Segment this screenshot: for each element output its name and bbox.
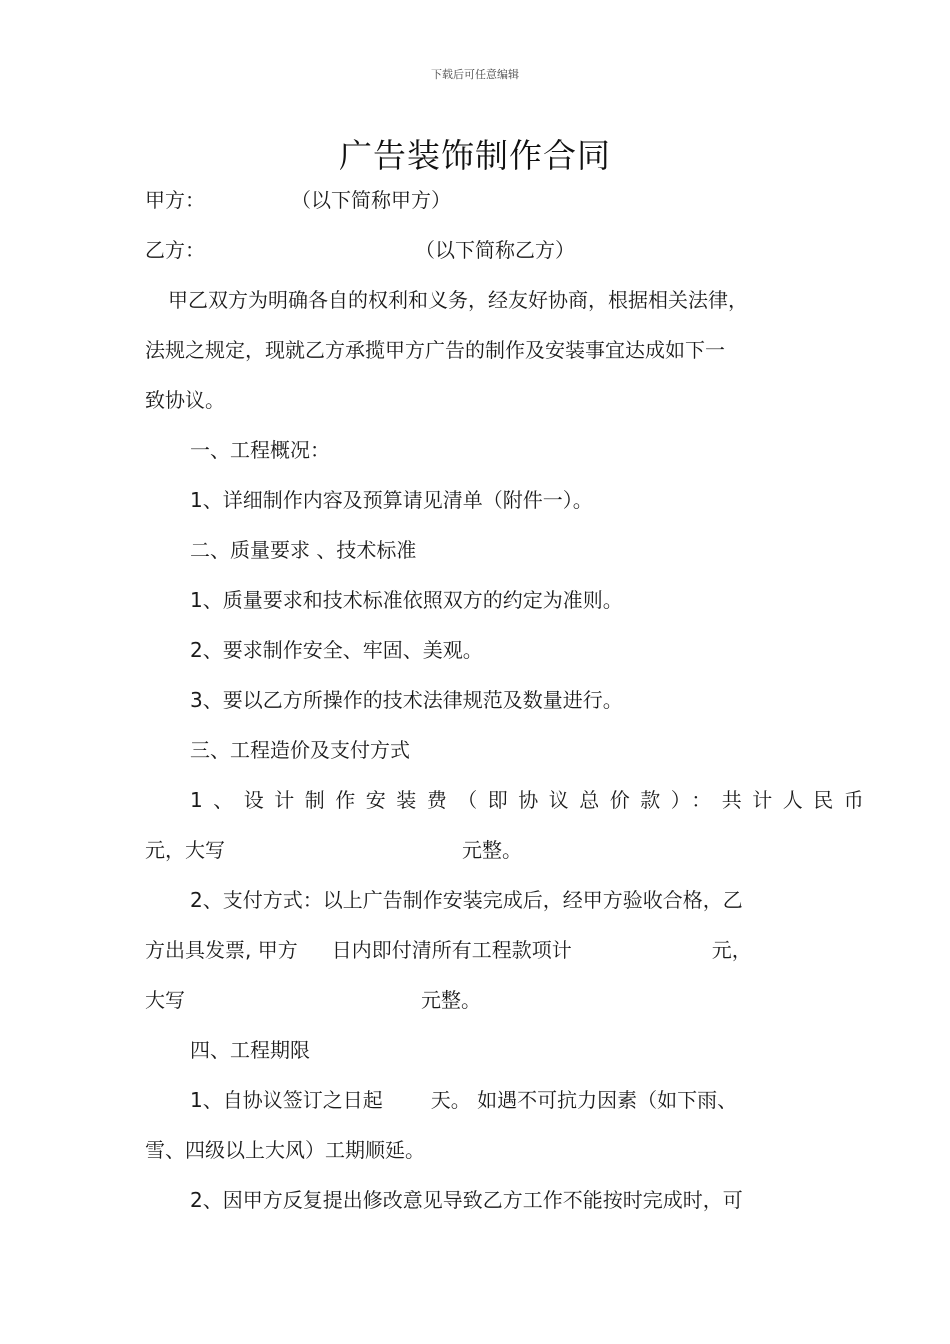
party-a-line — [145, 186, 451, 214]
section-4-item-1-line-1 — [190, 1086, 737, 1114]
section-4-heading: 四、工程期限 — [190, 1038, 310, 1062]
party-b-suffix: （以下简称乙方） — [415, 238, 575, 262]
payment-days-text: 日内即付清所有工程款项计 — [331, 938, 572, 962]
section-1-item-1: 1、详细制作内容及预算请见清单（附件一）。 — [190, 488, 593, 512]
section-3-item-2-line-3 — [145, 986, 481, 1014]
amount-words-suffix: 元整。 — [462, 838, 522, 862]
party-b-label: 乙方： — [145, 238, 205, 262]
preamble-line-1: 甲乙双方为明确各自的权利和义务，经友好协商，根据相关法律， — [168, 288, 748, 312]
party-a-label: 甲方： — [145, 188, 205, 212]
section-3-item-1-line-2 — [145, 836, 522, 864]
preamble-line-3: 致协议。 — [145, 388, 225, 412]
words-suffix: 元整。 — [421, 988, 481, 1012]
section-3-item-2-line-1: 2、支付方式：以上广告制作安装完成后，经甲方验收合格，乙 — [190, 888, 743, 912]
header-note: 下载后可任意编辑 — [431, 68, 519, 81]
section-3-item-1-line-1: 1、设计制作安装费（即协议总价款）：共计人民币 — [190, 788, 875, 812]
party-b-line — [145, 236, 575, 264]
invoice-text: 方出具发票, 甲方 — [145, 938, 298, 962]
section-2-heading: 二、质量要求 、技术标准 — [190, 538, 417, 562]
document-title: 广告装饰制作合同 — [339, 136, 611, 175]
preamble-line-2: 法规之规定，现就乙方承揽甲方广告的制作及安装事宜达成如下一 — [145, 338, 725, 362]
party-a-suffix: （以下简称甲方） — [291, 188, 451, 212]
duration-days-text: 天。 如遇不可抗力因素（如下雨、 — [430, 1088, 738, 1112]
words-label: 大写 — [145, 988, 185, 1012]
section-3-item-2-line-2 — [145, 936, 752, 964]
section-4-item-1-line-2: 雪、四级以上大风）工期顺延。 — [145, 1138, 425, 1162]
section-2-item-2: 2、要求制作安全、牢固、美观。 — [190, 638, 483, 662]
section-2-item-1: 1、质量要求和技术标准依照双方的约定为准则。 — [190, 588, 623, 612]
amount-yuan-label: 元，大写 — [145, 838, 225, 862]
section-4-item-2-line-1: 2、因甲方反复提出修改意见导致乙方工作不能按时完成时，可 — [190, 1188, 743, 1212]
section-1-heading: 一、工程概况： — [190, 438, 330, 462]
payment-amount-suffix: 元， — [711, 938, 752, 962]
section-3-heading: 三、工程造价及支付方式 — [190, 738, 410, 762]
section-2-item-3: 3、要以乙方所操作的技术法律规范及数量进行。 — [190, 688, 623, 712]
duration-start-text: 1、自协议签订之日起 — [190, 1088, 383, 1112]
